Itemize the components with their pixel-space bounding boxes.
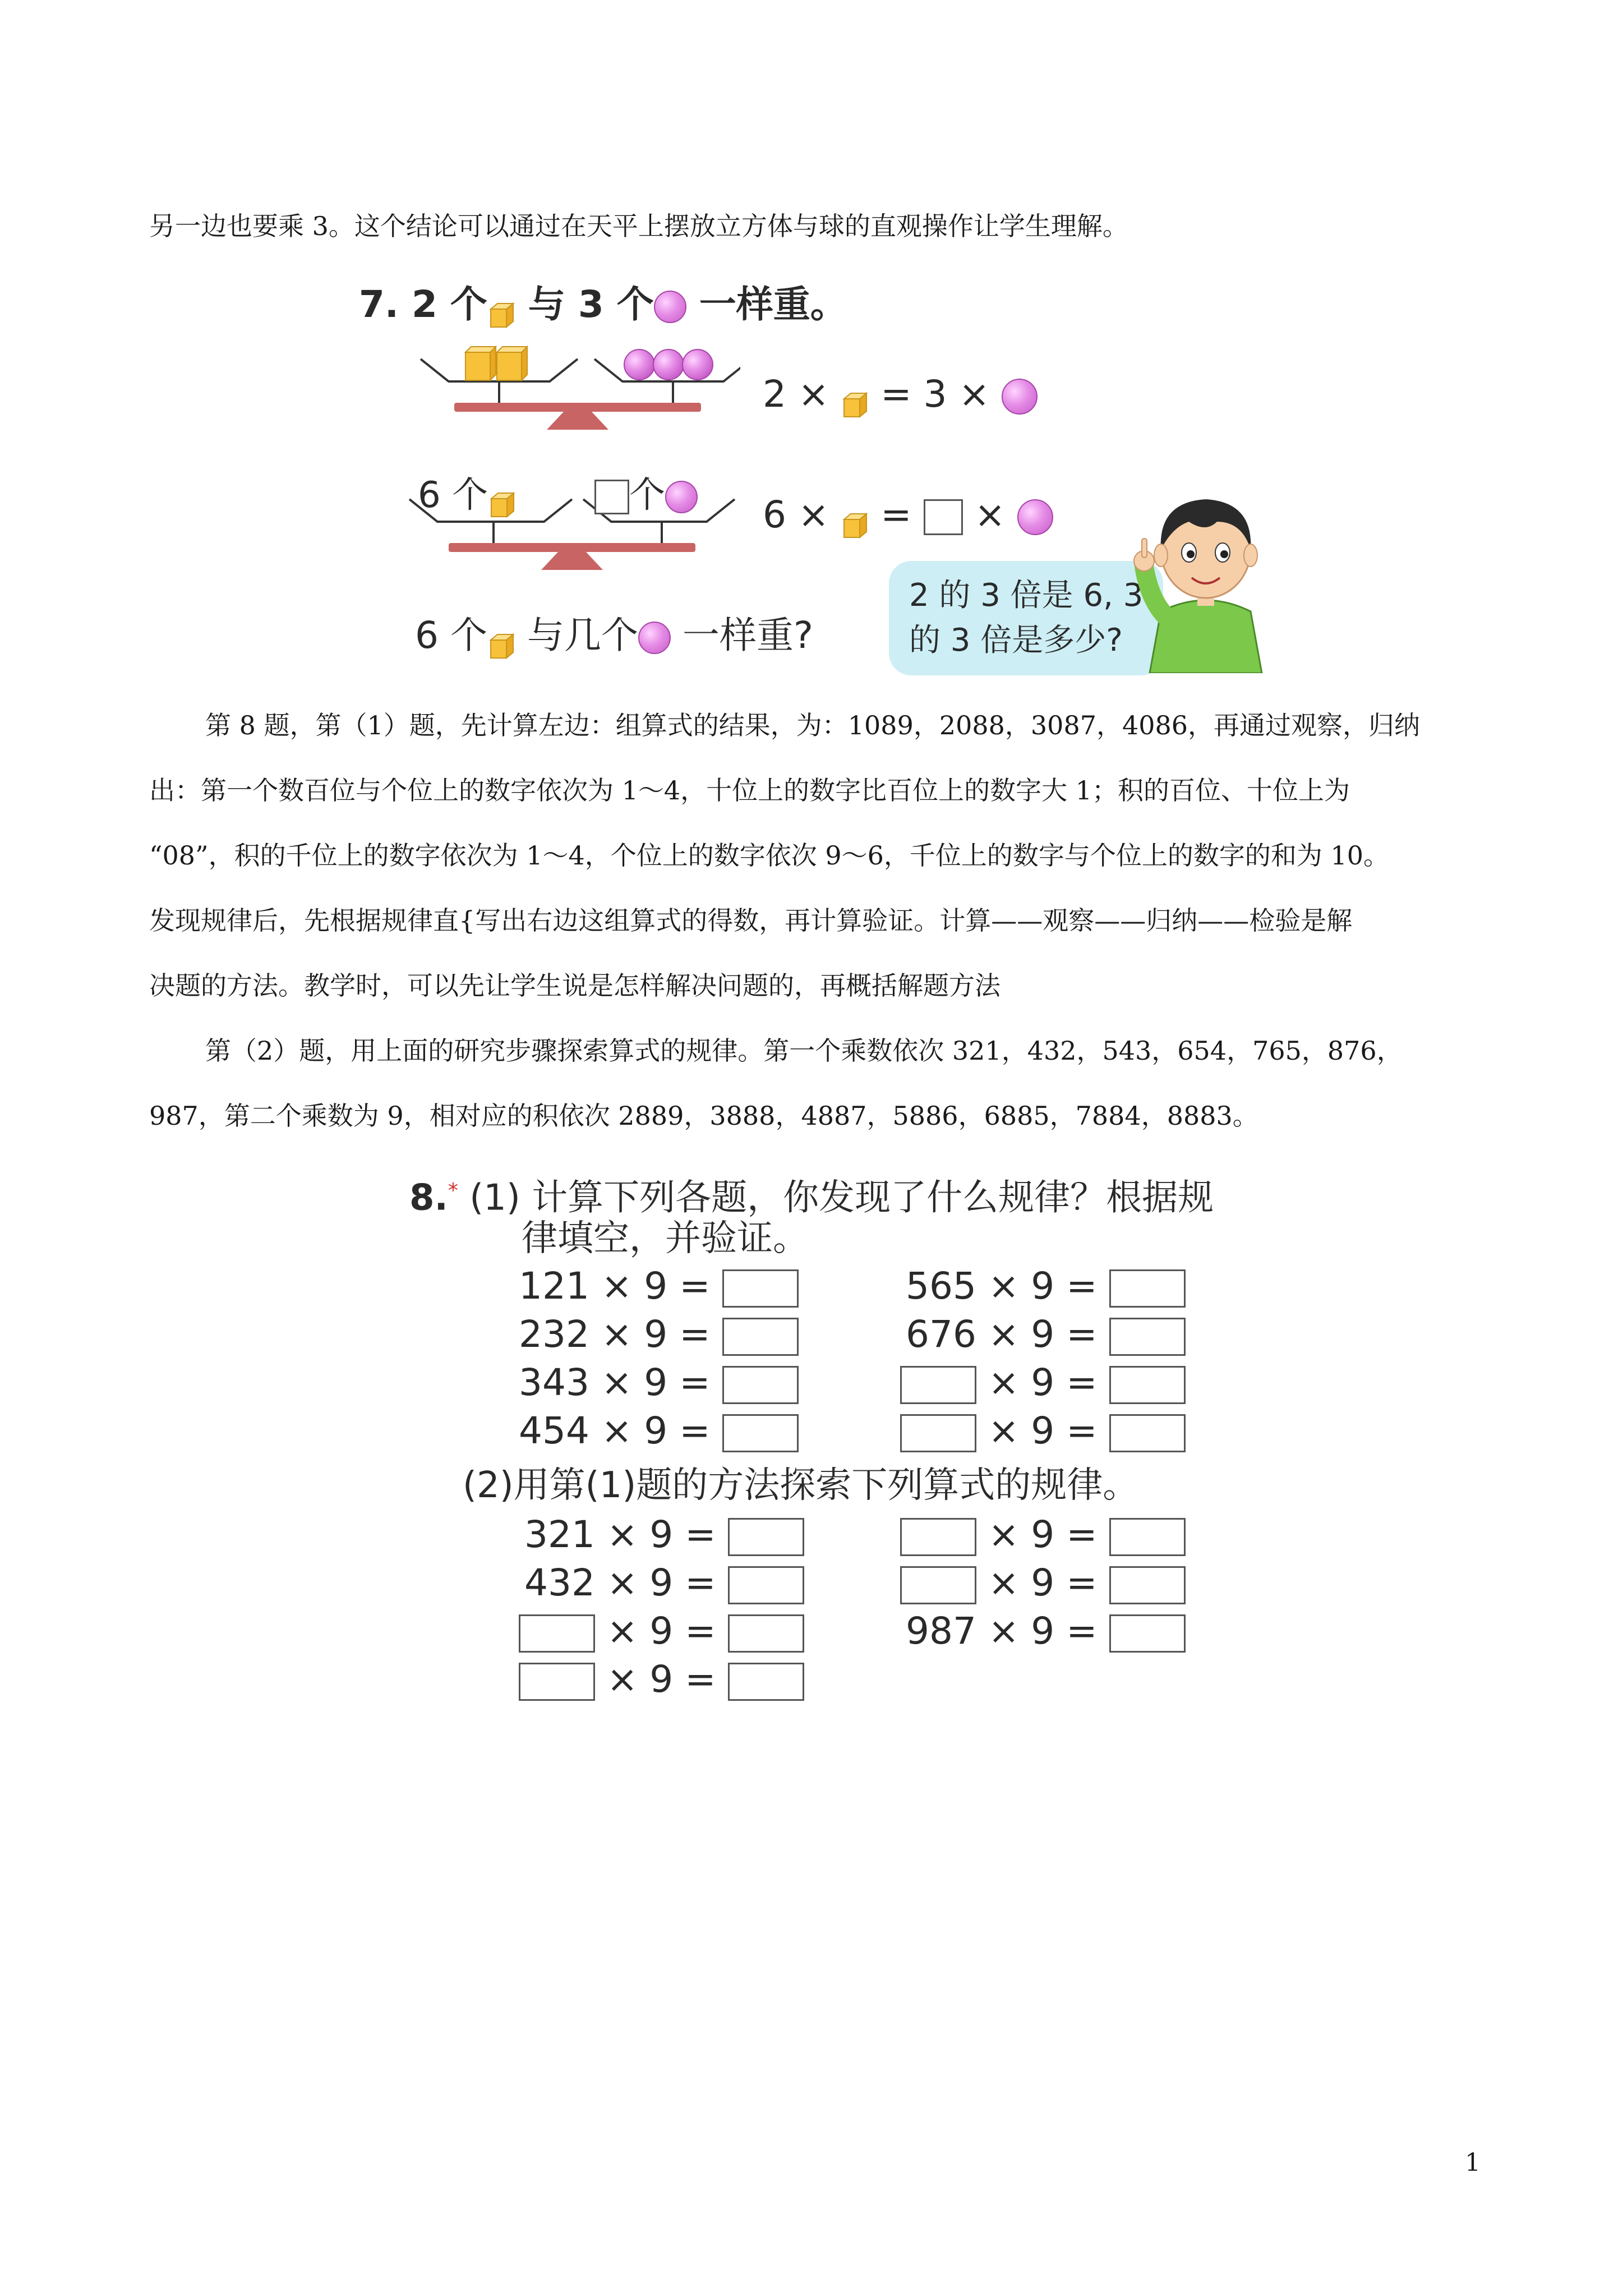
paragraph-line: 987，第二个乘数为 9，相对应的积依次 2889，3888，4887，5886，6885，7884，8883。 (149, 1101, 1258, 1131)
answer-box[interactable] (722, 1269, 799, 1308)
paragraph-line: “08”，积的千位上的数字依次为 1～4，个位上的数字依次 9～6，千位上的数字与个位上的数字的和为 10。 (149, 840, 1390, 871)
paragraph-line: 第（2）题，用上面的研究步骤探索算式的规律。第一个乘数依次 321，432，543，654，765，876， (205, 1036, 1403, 1066)
paragraph-line: 出：第一个数百位与个位上的数字依次为 1～4，十位上的数字比百位上的数字大 1；积的百位、十位上为 (149, 775, 1350, 806)
equation-row: 565 × 9 = (906, 1262, 1186, 1310)
star-mark: * (448, 1179, 458, 1202)
cube-icon (487, 293, 515, 321)
equation-row: 121 × 9 = (519, 1262, 799, 1310)
answer-box[interactable] (722, 1318, 799, 1356)
equation-row: 454 × 9 = (519, 1407, 799, 1455)
sphere-icon (638, 622, 671, 654)
answer-box[interactable] (722, 1414, 799, 1452)
equation-row: × 9 = (519, 1655, 804, 1704)
answer-box[interactable] (1109, 1414, 1186, 1452)
answer-box[interactable] (722, 1366, 799, 1404)
equation-row: 232 × 9 = (519, 1310, 799, 1359)
intro-line: 另一边也要乘 3。这个结论可以通过在天平上摆放立方体与球的直观操作让学生理解。 (149, 211, 1128, 241)
equation-row: 321 × 9 = (524, 1511, 804, 1559)
equation-row: × 9 = (519, 1607, 804, 1655)
page-number: 1 (1465, 2148, 1481, 2177)
equation-row: 987 × 9 = (906, 1607, 1186, 1655)
cube-icon (841, 503, 869, 531)
pan2-left-label: 6 个 (418, 471, 516, 519)
answer-box[interactable] (728, 1614, 804, 1653)
answer-box[interactable] (1109, 1566, 1186, 1604)
cube-icon (487, 624, 515, 652)
answer-box[interactable] (900, 1366, 976, 1404)
sphere-icon (654, 291, 686, 323)
question-8-figure (393, 1156, 1346, 1745)
sphere-icon (665, 481, 698, 513)
cube-icon (488, 483, 516, 511)
balance-scale-1 (415, 337, 740, 443)
equation-row: × 9 = (900, 1359, 1186, 1407)
answer-box[interactable] (728, 1566, 804, 1604)
paragraph-line: 发现规律后，先根据规律直{写出右边这组算式的得数，再计算验证。计算——观察——归纳——检验是解 (149, 905, 1353, 936)
answer-box[interactable] (1109, 1518, 1186, 1556)
paragraph-line: 第 8 题，第（1）题，先计算左边：组算式的结果，为：1089，2088，3087，4086，再通过观察，归纳 (205, 710, 1421, 740)
speech-bubble: 2 的 3 倍是 6, 3 的 3 倍是多少? (889, 561, 1163, 675)
q7-bottom-question: 6 个 与几个 一样重? (415, 614, 813, 657)
answer-box[interactable] (900, 1414, 976, 1452)
sphere-icon (1002, 379, 1038, 415)
answer-box[interactable] (728, 1663, 804, 1701)
q8-part2-title: (2)用第(1)题的方法探索下列算式的规律。 (463, 1465, 1139, 1506)
sphere-icon (1017, 499, 1053, 535)
question-7-figure (342, 269, 1295, 684)
q7-equation-2: 6 × = × (763, 491, 1053, 539)
cube-icon (841, 383, 869, 411)
q7-equation-1: 2 × = 3 × (763, 370, 1038, 418)
answer-box[interactable] (1109, 1269, 1186, 1308)
answer-box[interactable] (900, 1566, 976, 1604)
equation-row: × 9 = (900, 1511, 1186, 1559)
equation-row: × 9 = (900, 1559, 1186, 1607)
q8-title-line1: 8.* (1) 计算下列各题，你发现了什么规律？根据规 (409, 1177, 1214, 1219)
equation-row: × 9 = (900, 1407, 1186, 1455)
paragraph-line: 决题的方法。教学时，可以先让学生说是怎样解决问题的，再概括解题方法 (149, 970, 1000, 1001)
answer-box[interactable] (924, 499, 963, 535)
boy-character-icon (1127, 482, 1284, 673)
answer-box[interactable] (594, 480, 629, 514)
answer-box[interactable] (519, 1614, 595, 1653)
answer-box[interactable] (900, 1518, 976, 1556)
q8-title-line2: 律填空，并验证。 (522, 1218, 809, 1259)
q7-number: 7. (359, 283, 399, 326)
pan2-right-label: 个 (594, 471, 698, 519)
answer-box[interactable] (519, 1663, 595, 1701)
equation-row: 676 × 9 = (906, 1310, 1186, 1359)
equation-row: 343 × 9 = (519, 1359, 799, 1407)
equation-row: 432 × 9 = (524, 1559, 804, 1607)
answer-box[interactable] (1109, 1366, 1186, 1404)
answer-box[interactable] (1109, 1614, 1186, 1653)
answer-box[interactable] (1109, 1318, 1186, 1356)
answer-box[interactable] (728, 1518, 804, 1556)
q7-title: 7. 2 个 与 3 个 一样重。 (359, 283, 847, 326)
